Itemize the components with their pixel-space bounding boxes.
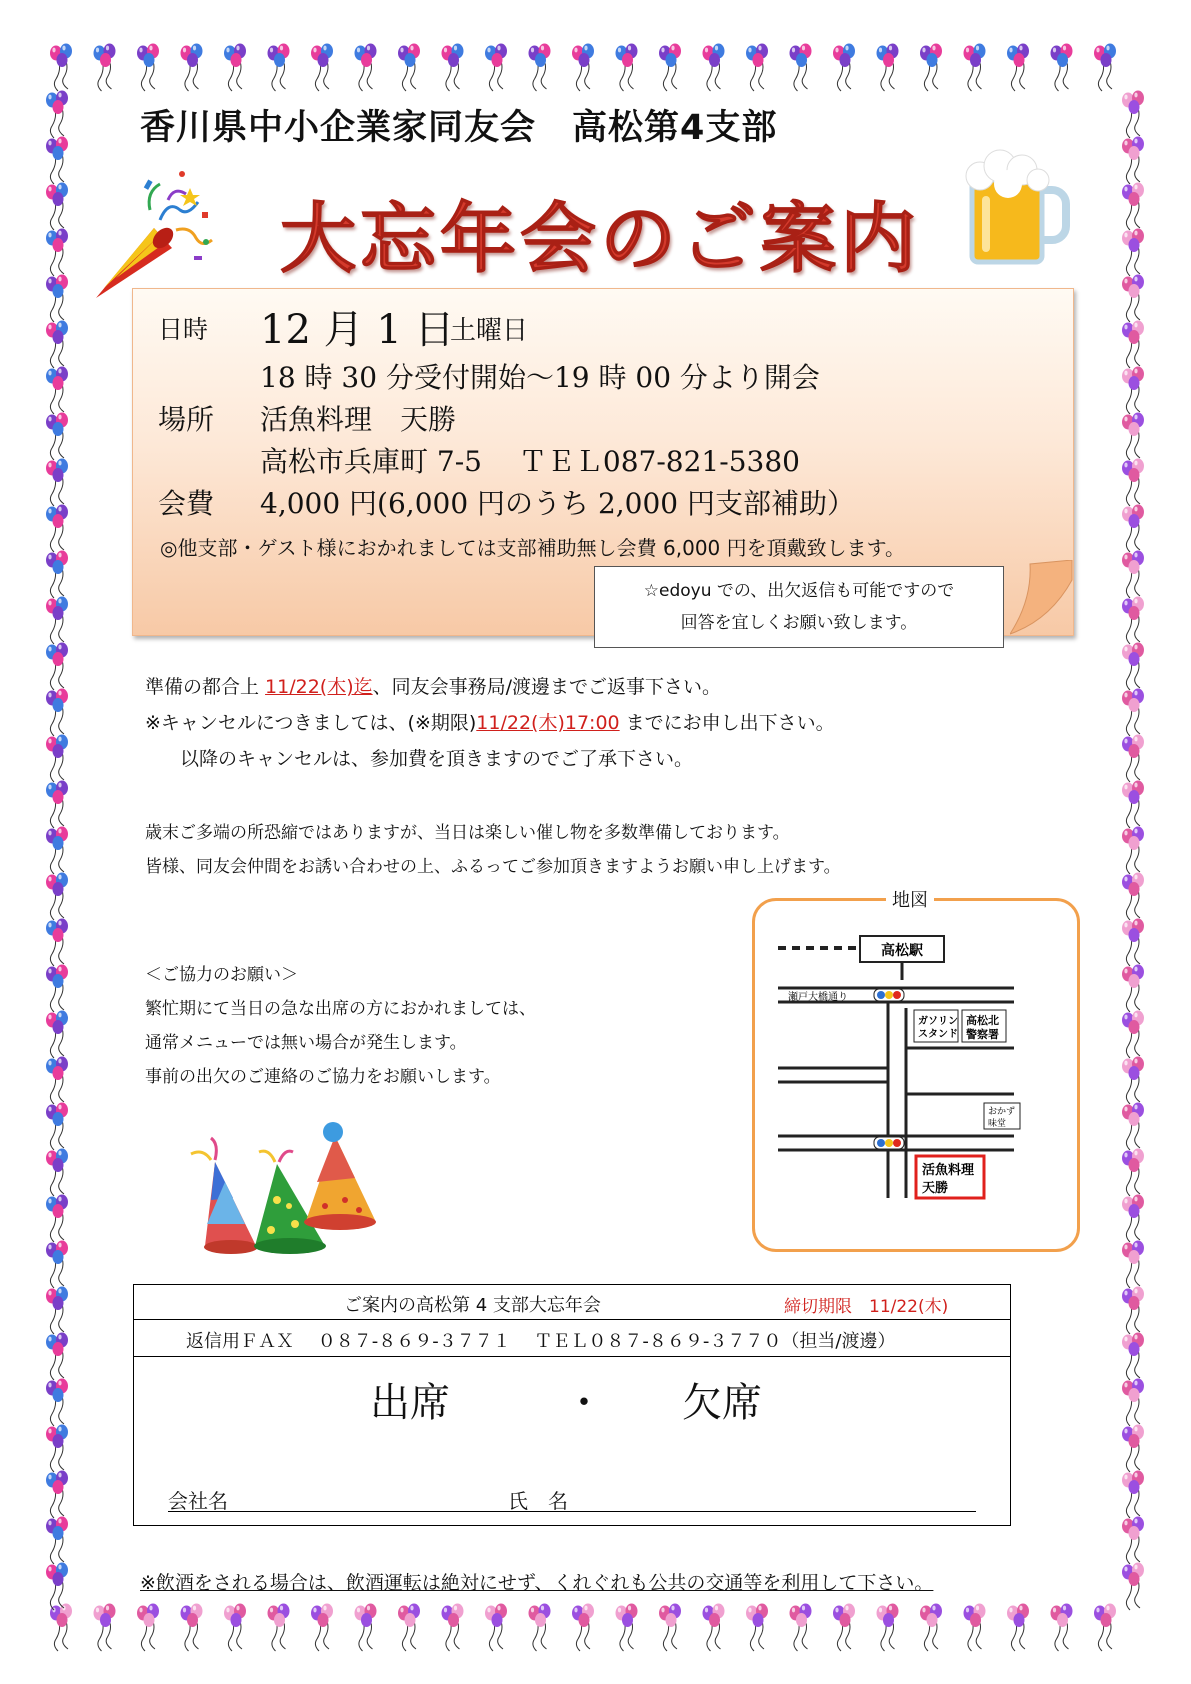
guest-fee-note: ◎他支部・ゲスト様におかれましては支部補助無し会費 6,000 円を頂戴致します。 — [160, 536, 906, 560]
balloon-icon — [1122, 873, 1144, 921]
balloon-icon — [398, 44, 420, 92]
balloon-icon — [1122, 551, 1144, 599]
balloon-icon — [46, 551, 68, 599]
balloon-icon — [659, 44, 681, 92]
traffic-light-icon — [874, 1137, 904, 1149]
balloon-icon — [46, 413, 68, 461]
balloon-icon — [442, 1604, 464, 1652]
balloon-icon — [1122, 1563, 1144, 1611]
balloon-icon — [1094, 1604, 1116, 1652]
beer-mug-icon — [960, 140, 1070, 270]
balloon-icon — [46, 459, 68, 507]
event-time: 18 時 30 分受付開始～19 時 00 分より開会 — [260, 361, 820, 394]
balloon-icon — [485, 44, 507, 92]
cooperation-line-3: 事前の出欠のご連絡のご協力をお願いします。 — [145, 1067, 501, 1087]
balloon-icon — [1122, 643, 1144, 691]
rsvp-line-1-pre: 準備の都合上 — [145, 676, 266, 698]
balloon-icon — [1122, 965, 1144, 1013]
map-gas-label-1: ガソリン — [918, 1016, 958, 1027]
balloon-icon — [964, 1604, 986, 1652]
reply-deadline: 締切期限 11/22(木) — [784, 1297, 949, 1317]
event-date: 12 月 1 日 — [260, 307, 455, 353]
balloon-icon — [877, 1604, 899, 1652]
balloon-icon — [1122, 275, 1144, 323]
balloon-icon — [46, 1287, 68, 1335]
balloon-icon — [46, 873, 68, 921]
balloon-icon — [46, 229, 68, 277]
rsvp-line-2 — [145, 708, 835, 735]
balloon-icon — [355, 1604, 377, 1652]
balloon-icon — [1122, 367, 1144, 415]
balloon-icon — [485, 1604, 507, 1652]
balloon-icon — [94, 44, 116, 92]
balloon-icon — [1007, 44, 1029, 92]
rsvp-line-1-post: 、同友会事務局/渡邊までご返事下さい。 — [372, 676, 722, 698]
balloon-icon — [1122, 321, 1144, 369]
balloon-icon — [1122, 459, 1144, 507]
balloon-icon — [355, 44, 377, 92]
balloon-icon — [1051, 44, 1073, 92]
cancel-deadline: 11/22(木)17:00 — [476, 712, 620, 734]
rsvp-deadline: 11/22(木)迄 — [265, 676, 373, 698]
balloon-icon — [1122, 1241, 1144, 1289]
balloon-icon — [137, 44, 159, 92]
balloon-icon — [46, 91, 68, 139]
edoyu-note-line2: 回答を宜しくお願い致します。 — [680, 613, 918, 633]
balloon-icon — [1122, 229, 1144, 277]
balloon-icon — [1122, 1149, 1144, 1197]
balloon-icon — [1122, 137, 1144, 185]
map-shop-label-1: おかず — [988, 1107, 1016, 1117]
balloon-icon — [50, 44, 72, 92]
cooperation-line-2: 通常メニューでは無い場合が発生します。 — [145, 1033, 467, 1053]
drink-driving-note: ※飲酒をされる場合は、飲酒運転は絶対にせず、くれぐれも公共の交通等を利用して下さい。 — [140, 1572, 934, 1594]
signature-line[interactable] — [168, 1511, 976, 1512]
map-venue-label-2: 天勝 — [922, 1181, 949, 1196]
balloon-icon — [1122, 505, 1144, 553]
balloon-icon — [616, 44, 638, 92]
date-label: 日時 — [158, 315, 209, 344]
balloon-icon — [46, 689, 68, 737]
balloon-icon — [1122, 1103, 1144, 1151]
balloon-icon — [1122, 1379, 1144, 1427]
balloon-icon — [46, 965, 68, 1013]
reply-form-title: ご案内の高松第 4 支部大忘年会 — [344, 1295, 601, 1316]
balloon-icon — [46, 781, 68, 829]
balloon-icon — [1122, 1287, 1144, 1335]
balloon-icon — [224, 44, 246, 92]
reply-contact-row — [134, 1320, 1010, 1357]
balloon-icon — [46, 1379, 68, 1427]
reply-form — [133, 1284, 1011, 1526]
balloon-icon — [833, 44, 855, 92]
balloon-icon — [1122, 827, 1144, 875]
balloon-icon — [529, 1604, 551, 1652]
balloon-icon — [1122, 1011, 1144, 1059]
balloon-icon — [46, 183, 68, 231]
balloon-icon — [46, 1517, 68, 1565]
balloon-icon — [1122, 1333, 1144, 1381]
balloon-icon — [703, 1604, 725, 1652]
balloon-icon — [46, 643, 68, 691]
balloon-icon — [1122, 689, 1144, 737]
balloon-icon — [1051, 1604, 1073, 1652]
map-station-label: 高松駅 — [881, 943, 923, 959]
balloon-icon — [46, 1057, 68, 1105]
page-curl — [1010, 560, 1074, 636]
map-street-label: 瀬戸大橋通り — [788, 992, 848, 1003]
organization-title: 香川県中小企業家同友会 高松第4支部 — [140, 108, 778, 148]
balloon-icon — [46, 735, 68, 783]
rsvp-line-2-pre: ※キャンセルにつきましては、(※期限) — [145, 712, 477, 734]
map-police-label-2: 警察署 — [966, 1028, 999, 1041]
balloon-icon — [181, 1604, 203, 1652]
balloon-icon — [46, 1563, 68, 1611]
balloon-icon — [268, 1604, 290, 1652]
balloon-icon — [1007, 1604, 1029, 1652]
balloon-icon — [46, 1149, 68, 1197]
map-gas-label-2: スタンド — [918, 1029, 958, 1040]
balloon-icon — [790, 44, 812, 92]
edoyu-note — [594, 566, 1004, 648]
balloon-icon — [1122, 1425, 1144, 1473]
balloon-icon — [46, 275, 68, 323]
balloon-icon — [529, 44, 551, 92]
balloon-icon — [46, 1241, 68, 1289]
absent-option[interactable]: 欠席 — [682, 1380, 762, 1426]
map-title: 地図 — [886, 886, 934, 912]
greeting-line-1: 歳末ご多端の所恐縮ではありますが、当日は楽しい催し物を多数準備しております。 — [145, 823, 790, 843]
balloon-icon — [46, 597, 68, 645]
balloon-icon — [224, 1604, 246, 1652]
balloon-icon — [46, 1195, 68, 1243]
balloon-icon — [920, 44, 942, 92]
map-venue-label-1: 活魚料理 — [922, 1163, 975, 1178]
event-weekday: 土曜日 — [450, 316, 529, 346]
cooperation-title: ＜ご協力のお願い＞ — [145, 965, 298, 985]
venue-address-tel: 高松市兵庫町 7-5 ＴＥＬ087-821-5380 — [260, 445, 800, 478]
balloon-icon — [311, 1604, 333, 1652]
balloon-icon — [46, 367, 68, 415]
name-label: 氏 名 — [508, 1489, 568, 1513]
balloon-icon — [46, 1103, 68, 1151]
balloon-icon — [1122, 1471, 1144, 1519]
balloon-icon — [94, 1604, 116, 1652]
balloon-icon — [572, 1604, 594, 1652]
balloon-icon — [311, 44, 333, 92]
cooperation-line-1: 繁忙期にて当日の急な出席の方におかれましては、 — [145, 999, 536, 1019]
balloon-icon — [616, 1604, 638, 1652]
party-hats-icon — [185, 1120, 385, 1260]
balloon-icon — [790, 1604, 812, 1652]
traffic-light-icon — [874, 989, 904, 1001]
balloon-icon — [181, 44, 203, 92]
edoyu-note-line1: ☆edoyu での、出欠返信も可能ですので — [643, 581, 955, 601]
balloon-icon — [659, 1604, 681, 1652]
balloon-icon — [964, 44, 986, 92]
fee-label: 会費 — [158, 487, 215, 520]
balloon-icon — [442, 44, 464, 92]
balloon-icon — [877, 44, 899, 92]
balloon-icon — [1122, 781, 1144, 829]
balloon-icon — [1122, 1517, 1144, 1565]
balloon-icon — [1122, 1057, 1144, 1105]
balloon-icon — [46, 919, 68, 967]
balloon-icon — [50, 1604, 72, 1652]
balloon-icon — [920, 1604, 942, 1652]
balloon-icon — [1122, 413, 1144, 461]
balloon-icon — [268, 44, 290, 92]
balloon-icon — [398, 1604, 420, 1652]
balloon-icon — [46, 137, 68, 185]
event-headline: 大忘年会のご案内 — [280, 194, 920, 283]
venue-name: 活魚料理 天勝 — [260, 403, 457, 436]
rsvp-line-3: 以降のキャンセルは、参加費を頂きますのでご了承下さい。 — [180, 748, 694, 770]
balloon-icon — [46, 321, 68, 369]
map-shop-label-2: 味堂 — [988, 1119, 1007, 1129]
reply-form-title-row — [134, 1285, 1010, 1320]
balloon-icon — [703, 44, 725, 92]
map-police-label-1: 高松北 — [966, 1014, 999, 1027]
place-label: 場所 — [158, 403, 215, 436]
balloon-icon — [1122, 1195, 1144, 1243]
balloon-icon — [46, 827, 68, 875]
balloon-icon — [746, 44, 768, 92]
balloon-icon — [46, 1333, 68, 1381]
balloon-icon — [1122, 919, 1144, 967]
balloon-icon — [572, 44, 594, 92]
balloon-icon — [746, 1604, 768, 1652]
balloon-icon — [46, 1011, 68, 1059]
balloon-icon — [1094, 44, 1116, 92]
balloon-icon — [46, 1471, 68, 1519]
fee-amount: 4,000 円(6,000 円のうち 2,000 円支部補助） — [260, 487, 856, 520]
balloon-icon — [46, 1425, 68, 1473]
balloon-icon — [137, 1604, 159, 1652]
rsvp-line-2-post: までにお申し出下さい。 — [619, 712, 835, 734]
balloon-icon — [833, 1604, 855, 1652]
option-separator: ・ — [564, 1380, 604, 1426]
balloon-icon — [1122, 735, 1144, 783]
rsvp-line-1 — [145, 672, 721, 699]
balloon-icon — [46, 505, 68, 553]
attend-option[interactable]: 出席 — [370, 1380, 450, 1426]
greeting-line-2: 皆様、同友会仲間をお誘い合わせの上、ふるってご参加頂きますようお願い申し上げます。 — [145, 857, 841, 877]
balloon-icon — [1122, 597, 1144, 645]
balloon-icon — [1122, 91, 1144, 139]
access-map — [752, 898, 1080, 1250]
reply-contact: 返信用ＦＡＸ ０８７-８６９-３７７１ ＴＥＬ０８７-８６９-３７７０（担当/渡邊） — [186, 1331, 896, 1352]
company-label: 会社名 — [168, 1489, 228, 1513]
balloon-icon — [1122, 183, 1144, 231]
